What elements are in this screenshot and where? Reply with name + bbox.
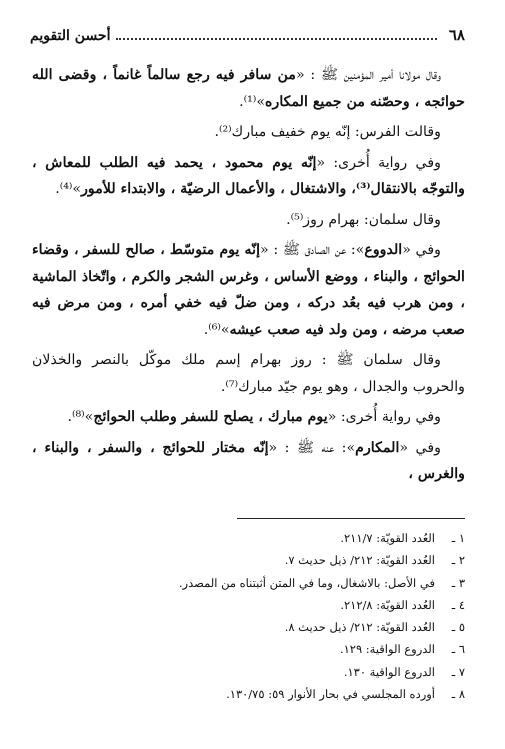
paragraph: وقال سلمان ﷺ : روز بهرام إسم ملك موكّل بالنصر والخذلان والحروب والجدال ، وهو يوم جيّد مبارك⁽⁷⁾. — [32, 352, 465, 395]
footnote: ٦ ـ الدروع الواقية: ١٢٩. — [339, 642, 465, 657]
running-title: أحسن التقويم — [30, 28, 111, 44]
quote-text: إنّه مختار للحوائج ، والسفر ، والبناء ، والغرس ، — [32, 439, 465, 482]
paragraph: وفي «الدووع»: عن الصادق ﷺ : «إنّه يوم متوسّط ، صالح للسفر ، وقضاء الحوائج ، والبناء ، ووضع الأساس ، وغرس الشجر والكرم ، واتّخاذ الماشية ، ومن هرب فيه بعُد دركه ، ومن ضلّ فيه خفي أمره ، ومن مرض فيه صعب مرضه ، ومن ولد فيه صعب عيشه»⁽⁶⁾. — [32, 242, 465, 338]
footnote: ١ ـ العُدد القويّة: ٢١١/٧. — [340, 531, 465, 545]
page-number: ٦٨ — [448, 26, 465, 44]
paragraph: وقال سلمان: بهرام روز⁽⁵⁾. — [286, 211, 441, 228]
quote-text: إنّه يوم متوسّط ، صالح للسفر ، وقضاء الحوائج ، والبناء ، ووضع الأساس ، وغرس الشجر والكرم ، واتّخاذ الماشية ، ومن هرب فيه بعُد دركه ، ومن ضلّ فيه خفي أمره ، ومن مرض فيه صعب مرضه ، ومن ولد فيه صعب عيشه — [32, 242, 465, 338]
footnote: ٨ ـ أورده المجلسي في بحار الأنوار ٥٩: ١٣٠/٧٥. — [226, 687, 465, 702]
paragraph: وفي رواية أُخرى: «إنّه يوم محمود ، يحمد فيه الطلب للمعاش ، والتوجّه بالانتقال⁽³⁾، والاشتغال ، والأعمال الرضيّة ، والابتداء للأمور»⁽⁴⁾. — [32, 154, 465, 197]
footnote: ٥ ـ العُدد القويّة: ٢١٢/ ذيل حديث ٨. — [284, 620, 465, 635]
source-title: المكارم — [355, 439, 400, 456]
footnotes — [40, 527, 465, 705]
footnote: ٢ ـ العُدد القويّة: ٢١٢/ ذيل حديث ٧. — [284, 553, 465, 568]
footnote: ٣ ـ في الأصل: بالاشغال، وما في المتن أثبتناه من المصدر. — [178, 575, 465, 590]
footnote-separator — [237, 518, 465, 519]
quote-text: من سافر فيه رجع سالماً غانماً ، وقضى الله حوائجه ، وحصّنه من جميع المكاره — [32, 67, 465, 110]
footnote: ٤ ـ العُدد القويّة: ٢١٢/٨. — [340, 597, 465, 612]
paragraph: وفي رواية أُخرى: «يوم مبارك ، يصلح للسفر وطلب الحوائج»⁽⁸⁾. — [67, 409, 441, 425]
paragraph: وفي «المكارم»: عنه ﷺ : «إنّه مختار للحوائج ، والسفر ، والبناء ، والغرس ، — [32, 439, 465, 482]
source-title: الدووع — [364, 242, 403, 258]
quote-text: إنّه يوم محمود ، يحمد فيه الطلب للمعاش ، والتوجّه بالانتقال⁽³⁾، والاشتغال ، والأعمال الرضيّة ، والابتداء للأمور — [32, 154, 465, 197]
paragraph: وقالت الفرس: إنّه يوم خفيف مبارك⁽²⁾. — [214, 124, 441, 140]
main-text — [32, 62, 465, 492]
footnote: ٧ ـ الدروع الواقية ١٣٠. — [343, 664, 465, 679]
page-header — [30, 26, 465, 52]
header-dot-leader — [116, 37, 436, 40]
paragraph: وقال مولانا أمير المؤمنين ﷺ : «من سافر فيه رجع سالماً غانماً ، وقضى الله حوائجه ، وحصّنه من جميع المكاره»⁽¹⁾. — [32, 67, 465, 110]
quote-text: يوم مبارك ، يصلح للسفر وطلب الحوائج — [93, 409, 328, 425]
